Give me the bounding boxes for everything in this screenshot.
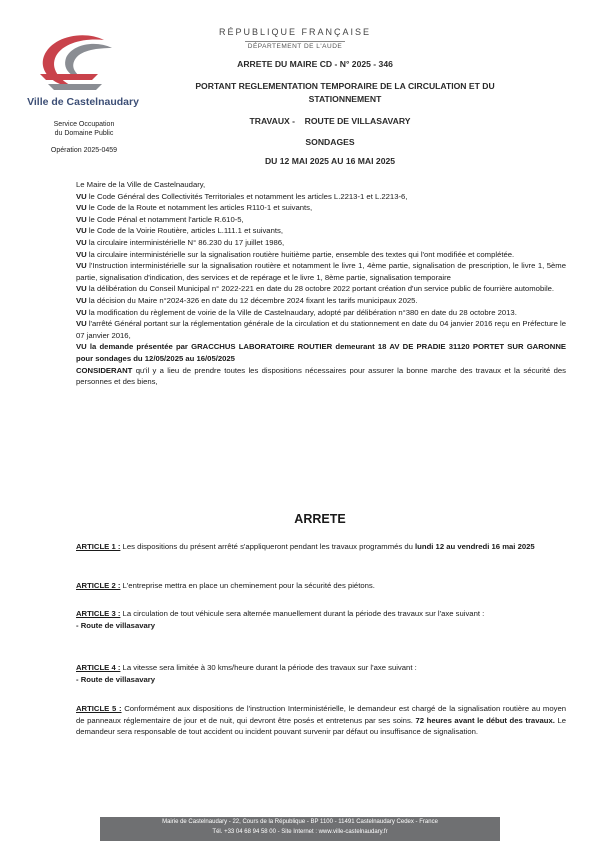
department-heading: DÉPARTEMENT DE L'AUDE — [247, 43, 343, 50]
article-label: ARTICLE 5 : — [76, 704, 122, 713]
vu-demande: VU la demande présentée par GRACCHUS LABORATOIRE ROUTIER demeurant 18 AV DE PRADIE 31120 PORTET SUR GARONNE pour sondages du 12/05/2025 au 16/05/2025 — [76, 342, 566, 363]
operation-type: SONDAGES — [305, 137, 355, 147]
vu-item: VU le Code Pénal et notamment l'article R.610-5, — [76, 214, 244, 224]
document-title: ARRETE — [294, 512, 346, 526]
preamble-intro: Le Maire de la Ville de Castelnaudary, — [76, 180, 206, 189]
vu-item: VU la circulaire interministérielle sur la signalisation routière huitième partie, ensemble des textes qui l'ont modifiée et complétée. — [76, 249, 515, 259]
heading-divider — [245, 41, 345, 42]
article-4: ARTICLE 4 : La vitesse sera limitée à 30 kms/heure durant la période des travaux sur l'axe suivant : - Route de villasavary — [76, 662, 566, 685]
article-label: ARTICLE 4 : — [76, 663, 121, 672]
vu-item: VU la décision du Maire n°2024-326 en date du 12 décembre 2024 fixant les tarifs municipaux 2025. — [76, 295, 418, 305]
republic-heading: RÉPUBLIQUE FRANÇAISE — [218, 27, 372, 37]
vu-item: VU le Code de la Route et notamment les articles R110-1 et suivants, — [76, 203, 313, 213]
travaux-label: TRAVAUX - — [249, 116, 296, 126]
town-logo-icon — [26, 28, 136, 106]
service-line-1: Service Occupation — [53, 121, 115, 128]
subject-line-2: STATIONNEMENT — [308, 94, 382, 104]
operation-number: Opération 2025-0459 — [50, 147, 118, 154]
period-dates: DU 12 MAI 2025 AU 16 MAI 2025 — [264, 156, 396, 166]
vu-item: VU la délibération du Conseil Municipal n° 2022-221 en date du 28 octobre 2022 portant création d'un service public de fourrière automobile. — [76, 284, 555, 294]
footer-address: Mairie de Castelnaudary - 22, Cours de la République - BP 1100 - 11491 Castelnaudary Cedex - France — [162, 819, 438, 825]
vu-item: VU la circulaire interministérielle N° 86.230 du 17 juillet 1986, — [76, 237, 285, 247]
article-1: ARTICLE 1 : Les dispositions du présent arrêté s'appliqueront pendant les travaux programmés du lundi 12 au vendredi 16 mai 2025 — [76, 542, 535, 551]
article-label: ARTICLE 1 : — [76, 542, 121, 551]
article-3: ARTICLE 3 : La circulation de tout véhicule sera alternée manuellement durant la période des travaux sur l'axe suivant : - Route de villasavary — [76, 608, 566, 631]
article-label: ARTICLE 2 : — [76, 581, 121, 590]
subject-line-1: PORTANT REGLEMENTATION TEMPORAIRE DE LA CIRCULATION ET DU — [195, 81, 495, 91]
arrete-subject — [160, 80, 530, 106]
footer-contact: Tél. +33 04 68 94 58 00 - Site Internet : www.ville-castelnaudary.fr — [212, 829, 388, 835]
article-label: ARTICLE 3 : — [76, 609, 121, 618]
vu-item: VU l'Instruction interministérielle sur la signalisation routière et notamment le livre 1, 4ème partie, signalisation de prescription, le livre 1, 5ème partie, signalisation d'indication, des services et de repérage et le livre 1, 8ème partie, signalisation temporaire — [76, 261, 566, 282]
article-5: ARTICLE 5 : Conformément aux dispositions de l'instruction Interministérielle, le demandeur est chargé de la signalisation routière au moyen de panneaux réglementaire de jour et de nuit, qui devront être posés et entretenus par ses soins. 72 heures avant le début des travaux. Le demandeur sera responsable de tout accident ou incident pouvant survenir par défaut ou insuffisance de signalisation. — [76, 704, 567, 737]
article-2: ARTICLE 2 : L'entreprise mettra en place un cheminement pour la sécurité des piétons. — [76, 581, 375, 590]
vu-item: VU la modification du règlement de voirie de la Ville de Castelnaudary, adopté par délibération n°380 en date du 28 octobre 2013. — [76, 307, 517, 317]
vu-item: VU l'arrêté Général portant sur la réglementation générale de la circulation et du stationnement en date du 04 janvier 2016 reçu en Préfecture le 07 janvier 2016, — [76, 319, 566, 340]
travaux-route: ROUTE DE VILLASAVARY — [304, 116, 411, 126]
arrete-number: ARRETE DU MAIRE CD - N° 2025 - 346 — [237, 59, 393, 69]
service-name — [30, 120, 138, 138]
article-3-item: - Route de villasavary — [76, 620, 156, 630]
service-line-2: du Domaine Public — [54, 130, 114, 137]
town-name: Ville de Castelnaudary — [27, 96, 139, 108]
vu-item: VU le Code Général des Collectivités Territoriales et notamment les articles L.2213-1 et L.2213-6, — [76, 191, 408, 201]
article-4-item: - Route de villasavary — [76, 674, 156, 684]
preamble — [76, 179, 566, 388]
considerant: CONSIDERANT qu'il y a lieu de prendre toutes les dispositions nécessaires pour assurer la bonne marche des travaux et la sécurité des personnes et des biens, — [76, 365, 566, 387]
vu-item: VU le Code de la Voirie Routière, articles L.111.1 et suivants, — [76, 226, 283, 236]
travaux-line — [160, 116, 500, 126]
